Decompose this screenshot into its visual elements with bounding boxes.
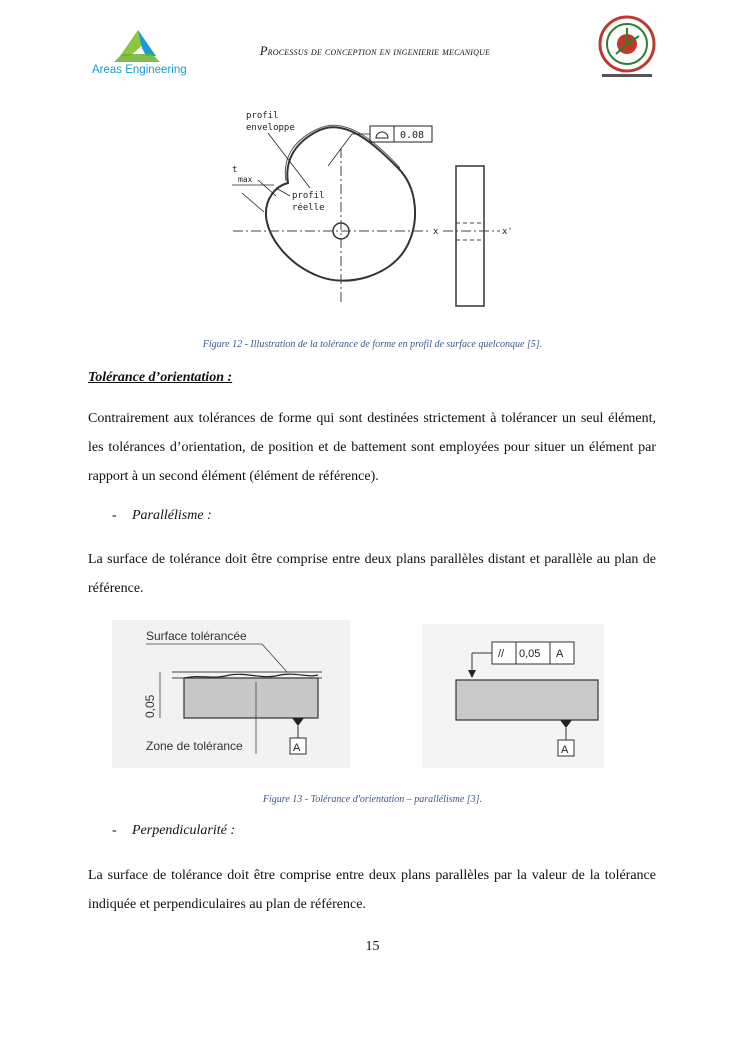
institution-seal-logo — [594, 14, 660, 82]
label-profil-enveloppe-2: enveloppe — [246, 123, 295, 133]
page-number: 15 — [365, 939, 380, 954]
bullet-parallelisme: - Parallélisme : — [112, 508, 212, 523]
bullet-perpendicularite: - Perpendicularité : — [112, 823, 236, 838]
figure-13-right-drawing — [422, 624, 604, 768]
datum-left: A — [293, 742, 301, 754]
real-profile-outline — [266, 127, 415, 280]
header-title: Processus de conception en ingenierie mecanique — [259, 44, 491, 58]
tolerance-value: 0,05 — [519, 648, 541, 660]
label-max: max — [238, 175, 253, 184]
figure-12-caption: Figure 12 - Illustration de la tolérance de forme en profil de surface quelconque [5]. — [202, 339, 543, 350]
label-profil-reelle-1: profil — [292, 191, 325, 201]
symbol-parallel: // — [498, 648, 505, 660]
label-profil-reelle-2: réelle — [292, 203, 325, 213]
label-profil-enveloppe-1: profil — [246, 111, 279, 121]
logo-text: Areas Engineering — [92, 64, 187, 76]
areas-engineering-logo — [90, 22, 200, 78]
label-t: t — [232, 165, 238, 175]
tolerance-datum: A — [556, 648, 564, 660]
intro-paragraph: Contrairement aux tolérances de forme qui sont destinées strictement à tolérancer un seul élément, les tolérances d’orientation, de position et de battement sont employées pour situer un élément par rapport à un second élément (élément de référence). — [88, 411, 656, 484]
figure-12-drawing — [228, 88, 528, 318]
figure-13-caption: Figure 13 - Tolérance d'orientation – parallélisme [3]. — [262, 794, 483, 805]
label-dim: 0,05 — [143, 694, 157, 718]
label-zone-tolerance: Zone de tolérance — [146, 739, 243, 753]
parallelisme-paragraph: La surface de tolérance doit être comprise entre deux plans parallèles distant et parallèle au plan de référence. — [88, 552, 656, 596]
label-tolerance-value: 0.08 — [400, 130, 425, 141]
datum-right: A — [561, 744, 569, 756]
label-surface-toleree: Surface tolérancée — [146, 629, 247, 643]
label-x: x — [433, 227, 439, 237]
section-heading: Tolérance d’orientation : — [88, 370, 233, 385]
perpendicularite-paragraph: La surface de tolérance doit être comprise entre deux plans parallèles par la valeur de la tolérance indiquée et perpendiculaires au plan de référence. — [88, 868, 656, 912]
figure-13-left-drawing — [112, 620, 350, 768]
label-x-prime: x' — [502, 227, 513, 237]
